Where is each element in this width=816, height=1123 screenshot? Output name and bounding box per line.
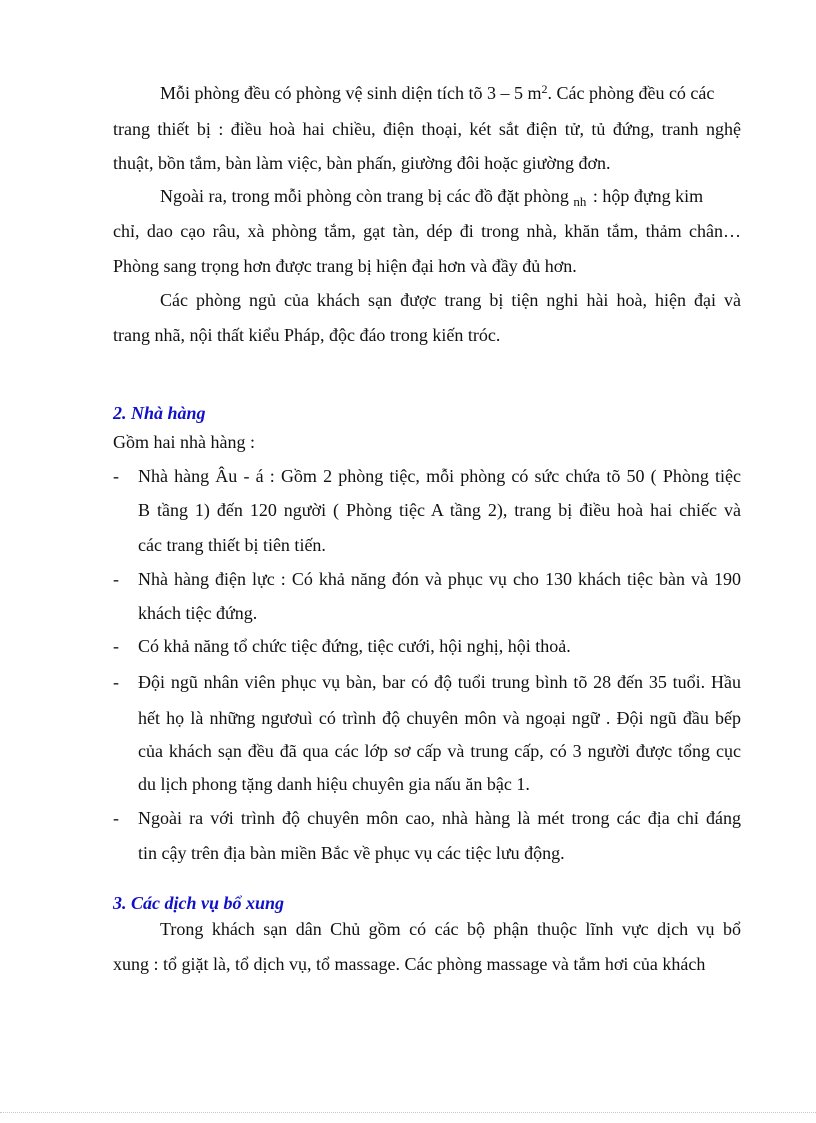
- section-3-line-2: xung : tổ giặt là, tổ dịch vụ, tổ massage. Các phòng massage và tắm hơi của khách: [113, 954, 706, 974]
- bullet-dash: -: [113, 808, 119, 828]
- list-item-4-line-1: Đội ngũ nhân viên phục vụ bàn, bar có độ tuổi trung bình tõ 28 đến 35 tuổi. Hầu: [138, 672, 741, 692]
- section-3-heading: 3. Các dịch vụ bổ xung: [113, 893, 285, 913]
- paragraph-1-line-3: thuật, bồn tắm, bàn làm việc, bàn phấn, giường đôi hoặc giường đơn.: [113, 153, 611, 173]
- bullet-dash: -: [113, 466, 119, 486]
- superscript-2: 2: [541, 82, 548, 96]
- list-item-5-line-2: tin cậy trên địa bàn miền Bắc về phục vụ các tiệc lưu động.: [138, 843, 565, 863]
- list-item-1-line-3: các trang thiết bị tiên tiến.: [138, 535, 326, 555]
- paragraph-1-line-2: trang thiết bị : điều hoà hai chiều, điện thoại, két sắt điện tử, tủ đứng, tranh nghệ: [113, 119, 741, 139]
- paragraph-2-line-1: Ngoài ra, trong mỗi phòng còn trang bị các đồ đặt phòng $_{nh}$ : hộp đựng kim: [160, 186, 704, 209]
- list-item-3-line-1: Có khả năng tổ chức tiệc đứng, tiệc cưới, hội nghị, hội thoả.: [138, 636, 571, 656]
- bullet-dash: -: [113, 569, 119, 589]
- page-bottom-divider: [0, 1112, 816, 1113]
- list-item-4-line-4: du lịch phong tặng danh hiệu chuyên gia nấu ăn bậc 1.: [138, 774, 530, 794]
- subscript-nh: nh: [573, 194, 587, 209]
- list-item-2-line-1: Nhà hàng điện lực : Có khả năng đón và phục vụ cho 130 khách tiệc bàn và 190: [138, 569, 741, 589]
- bullet-dash: -: [113, 672, 119, 692]
- section-2-intro: Gồm hai nhà hàng :: [113, 432, 255, 452]
- list-item-5-line-1: Ngoài ra với trình độ chuyên môn cao, nhà hàng là mét trong các địa chỉ đáng: [138, 808, 741, 828]
- paragraph-2-line-3: Phòng sang trọng hơn được trang bị hiện đại hơn và đầy đủ hơn.: [113, 256, 577, 276]
- list-item-1-line-2: B tầng 1) đến 120 người ( Phòng tiệc A tầng 2), trang bị điều hoà hai chiếc và: [138, 500, 741, 520]
- paragraph-1-line-1: Mỗi phòng đều có phòng vệ sinh diện tích tõ 3 – 5 $m^2$. Các phòng đều có các: [160, 82, 715, 103]
- paragraph-3-line-2: trang nhã, nội thất kiểu Pháp, độc đáo trong kiến tróc.: [113, 325, 501, 345]
- paragraph-2-line-2: chỉ, dao cạo râu, xà phòng tắm, gạt tàn, dép đi trong nhà, khăn tắm, thảm chân…: [113, 221, 741, 241]
- list-item-1-line-1: Nhà hàng Âu - á : Gồm 2 phòng tiệc, mỗi phòng có sức chứa tõ 50 ( Phòng tiệc: [138, 466, 741, 486]
- section-3-line-1: Trong khách sạn dân Chủ gồm có các bộ phận thuộc lĩnh vực dịch vụ bổ: [160, 919, 741, 939]
- list-item-4-line-2: hết họ là những ngươuì có trình độ chuyên môn và ngoại ngữ . Đội ngũ đầu bếp: [138, 708, 741, 728]
- list-item-2-line-2: khách tiệc đứng.: [138, 603, 258, 623]
- paragraph-3-line-1: Các phòng ngủ của khách sạn được trang bị tiện nghi hài hoà, hiện đại và: [160, 290, 741, 310]
- bullet-dash: -: [113, 636, 119, 656]
- section-2-heading: 2. Nhà hàng: [113, 403, 206, 423]
- list-item-4-line-3: của khách sạn đều đã qua các lớp sơ cấp và trung cấp, có 3 người được tổng cục: [138, 741, 741, 761]
